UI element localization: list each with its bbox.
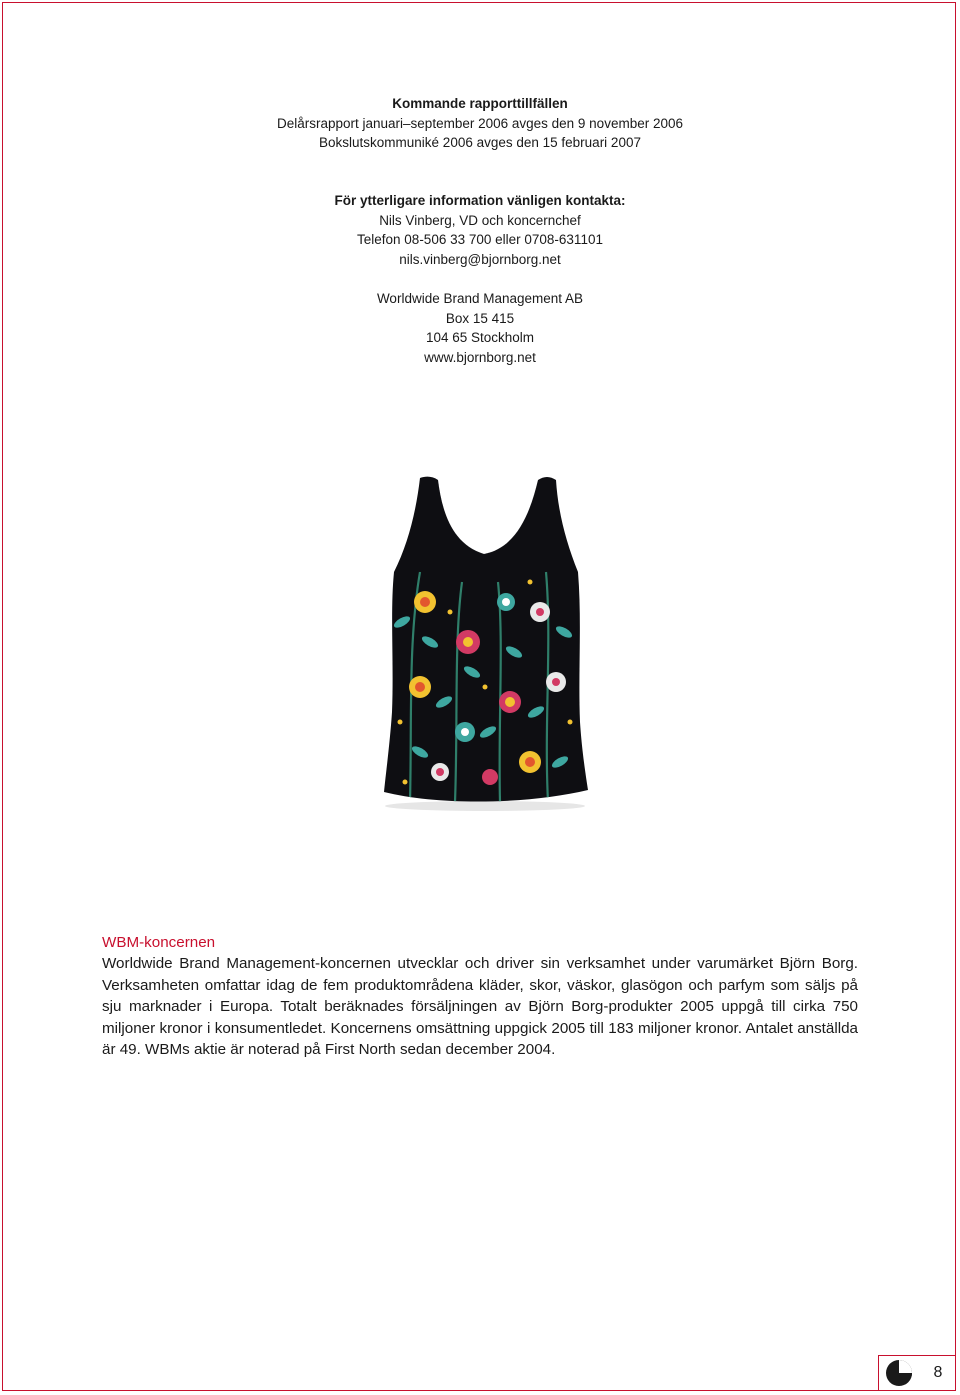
company-box: Box 15 415 xyxy=(445,310,515,326)
bjorn-borg-logo-icon xyxy=(885,1359,913,1387)
schedule-line-2: Bokslutskommuniké 2006 avges den 15 februari 2007 xyxy=(319,135,641,151)
wbm-title: WBM-koncernen xyxy=(102,934,216,951)
contact-phone: Telefon 08-506 33 700 eller 0708-631101 xyxy=(357,232,603,248)
schedule-heading: Kommande rapporttillfällen xyxy=(392,96,568,111)
company-address xyxy=(0,289,960,367)
report-schedule xyxy=(0,94,960,153)
company-name: Worldwide Brand Management AB xyxy=(376,291,584,306)
contact-info xyxy=(0,191,960,269)
page-number: 8 xyxy=(933,1364,943,1381)
contact-email[interactable]: nils.vinberg@bjornborg.net xyxy=(399,251,561,267)
contact-heading: För ytterligare information vänligen kontakta: xyxy=(334,193,626,208)
contact-name: Nils Vinberg, VD och koncernchef xyxy=(379,212,581,228)
wbm-body: Worldwide Brand Management-koncernen utvecklar och driver sin verksamhet under varumärket Björn Borg. Verksamheten omfattar idag de fem produktområdena kläder, skor, väskor, glasögon och parfym som säljs på sju marknader i Europa. Totalt beräknades försäljningen av Björn Borg-produkter 2005 uppgå till cirka 750 miljoner kronor i konsumentledet. Koncernens omsättning uppgick 2005 till 183 miljoner kronor. Antalet anställda är 49. WBMs aktie är noterad på First North sedan december 2004. xyxy=(102,955,858,1059)
wbm-section xyxy=(102,932,858,1060)
schedule-line-1: Delårsrapport januari–september 2006 avges den 9 november 2006 xyxy=(276,115,683,131)
floral-tank-top-image xyxy=(380,472,590,812)
company-city: 104 65 Stockholm xyxy=(425,330,535,346)
company-web[interactable]: www.bjornborg.net xyxy=(424,349,536,365)
